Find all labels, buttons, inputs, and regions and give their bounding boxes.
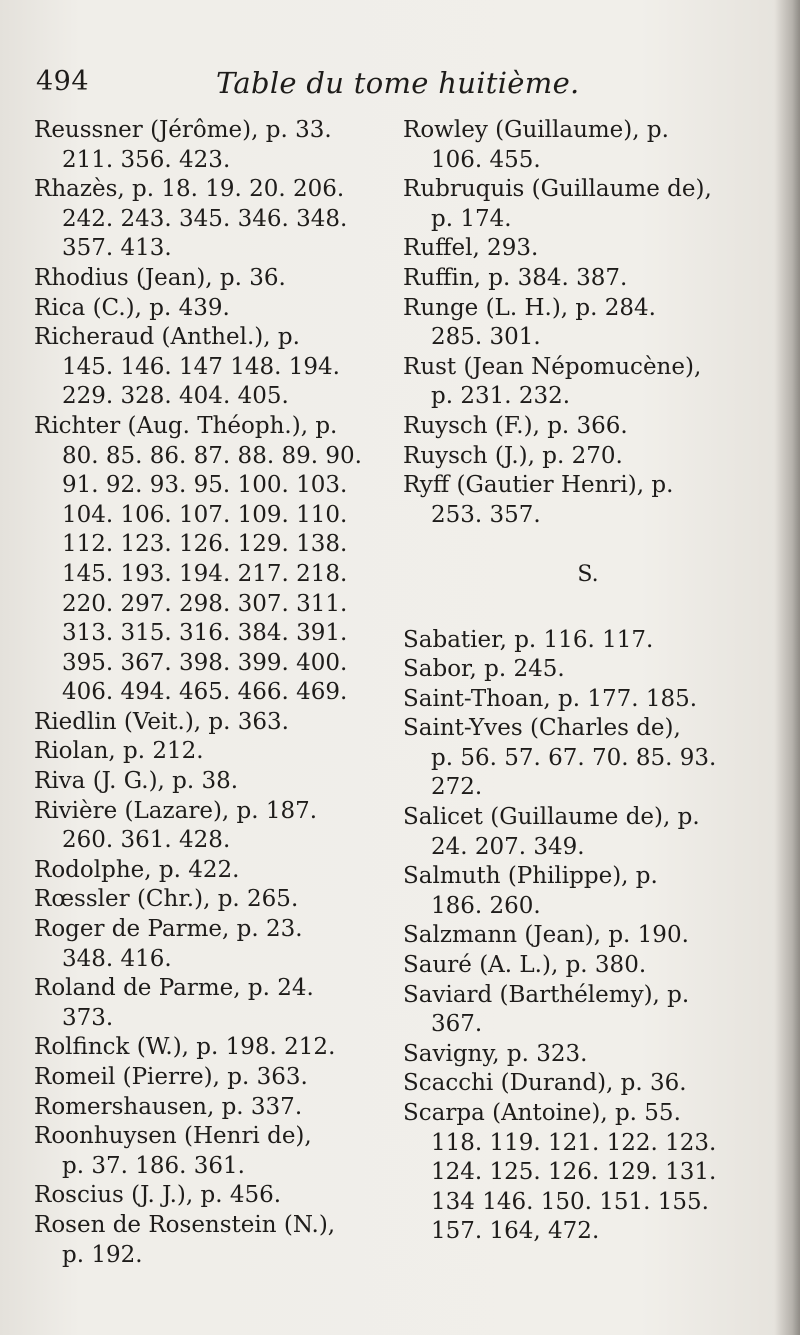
- index-entry-continuation-line: 145. 146. 147 148. 194.: [62, 353, 340, 380]
- index-entry: [34, 1122, 396, 1181]
- index-entry-heading-line: Reussner (Jérôme), p. 33.: [34, 117, 332, 143]
- index-entry-continuation-line: p. 174.: [431, 205, 512, 232]
- index-entry: [403, 1099, 773, 1247]
- index-entry-continuation-line: 395. 367. 398. 399. 400.: [62, 649, 348, 676]
- index-entry-heading-line: Scacchi (Durand), p. 36.: [403, 1070, 687, 1097]
- index-entry: [34, 797, 396, 856]
- index-entry-heading-line: Ruysch (J.), p. 270.: [403, 442, 623, 469]
- index-entry: [403, 951, 773, 981]
- index-entry-heading-line: Rowley (Guillaume), p.: [403, 117, 669, 143]
- index-entry-continuation-line: 242. 243. 345. 346. 348.: [62, 205, 348, 232]
- index-entry-heading-line: Sauré (A. L.), p. 380.: [403, 952, 647, 979]
- index-entry-heading-line: Sabatier, p. 116. 117.: [403, 626, 654, 653]
- index-entry-heading-line: Roonhuysen (Henri de),: [34, 1123, 312, 1150]
- index-entry: [34, 1181, 396, 1211]
- index-entry-heading-line: Riva (J. G.), p. 38.: [34, 768, 239, 795]
- index-entry: [34, 767, 396, 797]
- index-entry: [34, 264, 396, 294]
- index-entry-heading-line: Rolfinck (W.), p. 198. 212.: [34, 1034, 336, 1061]
- page-number: 494: [36, 66, 90, 97]
- index-entry-heading-line: Ruffel, 293.: [403, 235, 539, 262]
- index-entry: [403, 685, 773, 715]
- index-entry: [34, 1211, 396, 1270]
- index-entry-heading-line: Riedlin (Veit.), p. 363.: [34, 708, 289, 735]
- index-entry-continuation-line: 24. 207. 349.: [431, 833, 585, 860]
- index-entry-heading-line: Rœssler (Chr.), p. 265.: [34, 886, 299, 913]
- index-entry-heading-line: Sabor, p. 245.: [403, 656, 565, 683]
- index-entry-heading-line: Romeil (Pierre), p. 363.: [34, 1064, 308, 1090]
- index-entry: [34, 1063, 396, 1093]
- index-entry-continuation-line: 157. 164, 472.: [431, 1218, 600, 1245]
- index-entry: [34, 856, 396, 886]
- index-entry-heading-line: Romershausen, p. 337.: [34, 1093, 303, 1120]
- index-entry: [403, 714, 773, 803]
- index-entry-continuation-line: 367.: [431, 1011, 483, 1038]
- index-entry: [34, 915, 396, 974]
- index-entry: [403, 1069, 773, 1099]
- index-entry: [403, 442, 773, 472]
- index-entry: [34, 412, 396, 708]
- index-entry: [34, 708, 396, 738]
- index-entry: [403, 803, 773, 862]
- index-entry-heading-line: Roger de Parme, p. 23.: [34, 916, 303, 943]
- index-column-left: [34, 116, 396, 1270]
- index-entry-heading-line: Rosen de Rosenstein (N.),: [34, 1211, 336, 1238]
- index-entry-continuation-line: 313. 315. 316. 384. 391.: [62, 620, 348, 647]
- index-entry-heading-line: Rivière (Lazare), p. 187.: [34, 797, 318, 824]
- index-entry: [403, 626, 773, 656]
- index-entry-continuation-line: 373.: [62, 1004, 114, 1031]
- index-entry-continuation-line: 253. 357.: [431, 501, 541, 528]
- page-gutter-shadow: [774, 0, 800, 1335]
- index-entry: [403, 264, 773, 294]
- index-entry-continuation-line: 285. 301.: [431, 324, 541, 351]
- index-entry: [403, 116, 773, 175]
- index-entry-heading-line: Runge (L. H.), p. 284.: [403, 294, 656, 321]
- index-entry-continuation-line: 134 146. 150. 151. 155.: [431, 1188, 709, 1215]
- index-entry-continuation-line: 406. 494. 465. 466. 469.: [62, 679, 348, 706]
- section-letter-heading: S.: [577, 561, 599, 587]
- index-entry: [403, 981, 773, 1040]
- index-entry-continuation-line: 186. 260.: [431, 892, 541, 919]
- index-entry-heading-line: Salicet (Guillaume de), p.: [403, 804, 700, 831]
- index-entry: [403, 175, 773, 234]
- index-entry: [403, 412, 773, 442]
- index-entry-heading-line: Salmuth (Philippe), p.: [403, 863, 658, 890]
- index-entry-continuation-line: 106. 455.: [431, 146, 541, 173]
- index-entry: [403, 234, 773, 264]
- index-entry-continuation-line: 357. 413.: [62, 235, 172, 262]
- index-entry-continuation-line: 104. 106. 107. 109. 110.: [62, 501, 348, 528]
- index-entry: [34, 294, 396, 324]
- index-entry-heading-line: Richter (Aug. Théoph.), p.: [34, 412, 338, 439]
- index-entry: [34, 1093, 396, 1123]
- index-entry-continuation-line: p. 56. 57. 67. 70. 85. 93.: [431, 744, 717, 771]
- index-entry-heading-line: Saint-Yves (Charles de),: [403, 715, 681, 742]
- index-entry: [34, 323, 396, 412]
- index-entry-heading-line: Rhodius (Jean), p. 36.: [34, 264, 286, 291]
- index-entry-heading-line: Roland de Parme, p. 24.: [34, 975, 314, 1002]
- index-entry: [34, 974, 396, 1033]
- index-entry: [403, 471, 773, 530]
- index-entry-heading-line: Saviard (Barthélemy), p.: [403, 981, 690, 1008]
- index-entry-heading-line: Saint-Thoan, p. 177. 185.: [403, 685, 698, 712]
- index-entry-heading-line: Savigny, p. 323.: [403, 1040, 588, 1067]
- index-entry: [34, 116, 396, 175]
- index-entry-continuation-line: 348. 416.: [62, 945, 172, 972]
- index-entry: [34, 1033, 396, 1063]
- index-entry-continuation-line: 118. 119. 121. 122. 123.: [431, 1129, 717, 1156]
- index-entry: [403, 1040, 773, 1070]
- index-entry-continuation-line: 91. 92. 93. 95. 100. 103.: [62, 472, 348, 499]
- index-entry-continuation-line: 80. 85. 86. 87. 88. 89. 90.: [62, 442, 362, 469]
- index-entry-continuation-line: 260. 361. 428.: [62, 827, 231, 854]
- running-title: Table du tome huitième.: [216, 66, 580, 100]
- index-entry: [34, 175, 396, 264]
- index-entry-continuation-line: 145. 193. 194. 217. 218.: [62, 560, 348, 587]
- index-entry-heading-line: Rhazès, p. 18. 19. 20. 206.: [34, 176, 345, 203]
- index-entry-heading-line: Rust (Jean Népomucène),: [403, 353, 702, 380]
- index-column-right: [403, 116, 773, 1247]
- index-section-s: [403, 626, 773, 1247]
- index-entry-heading-line: Riolan, p. 212.: [34, 738, 204, 765]
- index-entry-heading-line: Roscius (J. J.), p. 456.: [34, 1182, 282, 1209]
- index-entry-heading-line: Richeraud (Anthel.), p.: [34, 324, 300, 351]
- index-entry-continuation-line: 124. 125. 126. 129. 131.: [431, 1159, 717, 1186]
- index-entry-continuation-line: 112. 123. 126. 129. 138.: [62, 531, 348, 558]
- index-entry-continuation-line: p. 37. 186. 361.: [62, 1152, 245, 1179]
- index-entry-heading-line: Ruysch (F.), p. 366.: [403, 412, 628, 439]
- index-entry: [403, 862, 773, 921]
- index-entry-continuation-line: 272.: [431, 774, 483, 801]
- index-entry-continuation-line: 220. 297. 298. 307. 311.: [62, 590, 348, 617]
- index-entry-heading-line: Rica (C.), p. 439.: [34, 294, 230, 321]
- index-entry-heading-line: Rodolphe, p. 422.: [34, 856, 240, 883]
- index-entry-heading-line: Scarpa (Antoine), p. 55.: [403, 1100, 681, 1126]
- index-entry-heading-line: Ruffin, p. 384. 387.: [403, 264, 628, 291]
- index-entry: [403, 353, 773, 412]
- index-entry-continuation-line: 229. 328. 404. 405.: [62, 383, 289, 410]
- index-entry: [34, 885, 396, 915]
- index-entry-continuation-line: p. 231. 232.: [431, 383, 571, 410]
- index-entry: [403, 921, 773, 951]
- index-entry: [403, 294, 773, 353]
- page-header: [36, 66, 756, 106]
- index-entry-continuation-line: 211. 356. 423.: [62, 146, 231, 173]
- index-entry-heading-line: Salzmann (Jean), p. 190.: [403, 922, 689, 949]
- index-entry-continuation-line: p. 192.: [62, 1241, 143, 1268]
- index-entry: [34, 737, 396, 767]
- index-entry-heading-line: Ryff (Gautier Henri), p.: [403, 472, 674, 499]
- index-entry-heading-line: Rubruquis (Guillaume de),: [403, 176, 712, 203]
- index-entry: [403, 655, 773, 685]
- index-section-r-continued: [403, 116, 773, 530]
